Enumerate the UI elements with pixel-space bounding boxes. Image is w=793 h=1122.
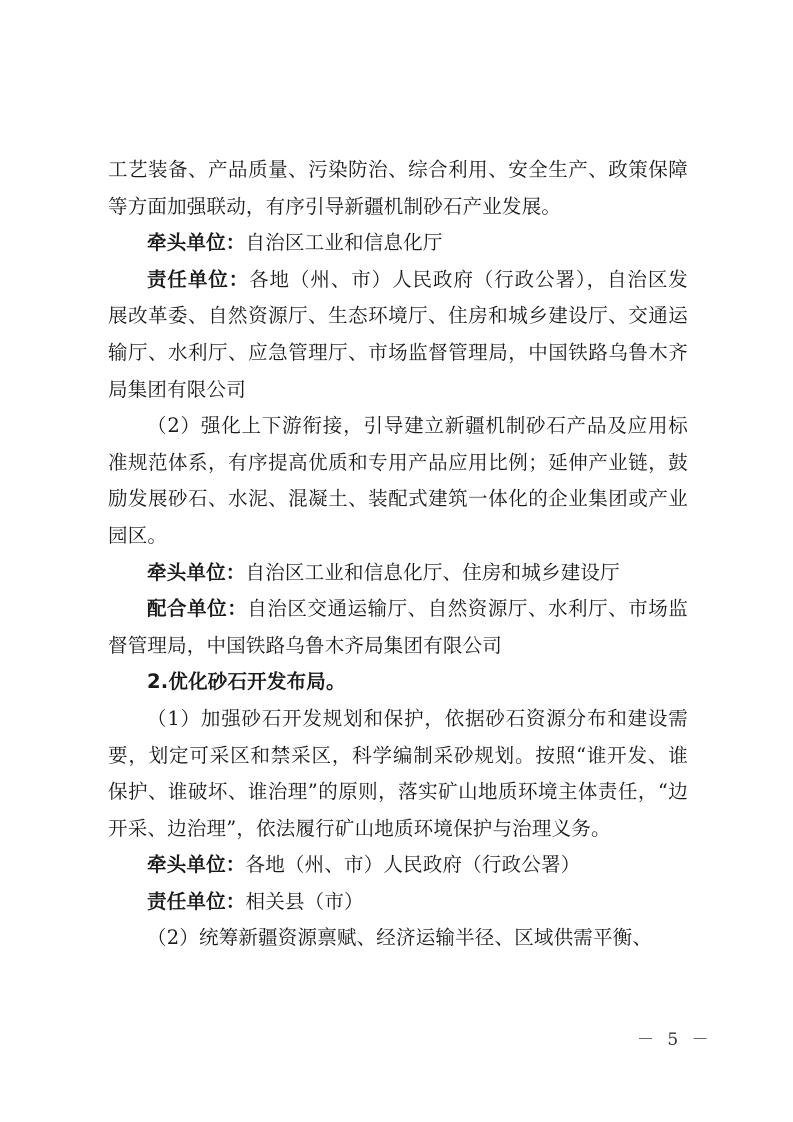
lead-unit-line [108, 555, 688, 592]
section-heading: 2.优化砂石开发布局。 [147, 670, 346, 694]
lead-unit-label: 牵头单位： [147, 560, 246, 584]
paragraph-text: 工艺装备、产品质量、污染防治、综合利用、安全生产、政策保障等方面加强联动，有序引导新疆机制砂石产业发展。 [108, 158, 688, 218]
responsible-unit-label: 责任单位： [147, 267, 250, 291]
responsible-unit-text: 各地（州、市）人民政府（行政公署），自治区发展改革委、自然资源厅、生态环境厅、住房和城乡建设厅、交通运输厅、水利厅、应急管理厅、市场监督管理局，中国铁路乌鲁木齐局集团有限公司 [108, 267, 688, 401]
responsible-unit-label: 责任单位： [147, 889, 246, 913]
lead-unit-text: 自治区工业和信息化厅 [245, 231, 443, 255]
paragraph-text: （1）加强砂石开发规划和保护，依据砂石资源分布和建设需要，划定可采区和禁采区，科学编制采砂规划。按照“谁开发、谁保护、谁破坏、谁治理”的原则，落实矿山地质环境主体责任，“边开采、边治理”，依法履行矿山地质环境保护与治理义务。 [108, 706, 688, 840]
responsible-unit-line [108, 262, 688, 408]
lead-unit-line [108, 847, 688, 884]
item-paragraph [108, 701, 688, 847]
lead-unit-label: 牵头单位： [147, 853, 246, 877]
responsible-unit-line [108, 884, 688, 921]
lead-unit-text: 各地（州、市）人民政府（行政公署） [245, 853, 581, 877]
lead-unit-label: 牵头单位： [147, 231, 246, 255]
paragraph-text: （2）统筹新疆资源禀赋、经济运输半径、区域供需平衡、 [147, 926, 653, 950]
cooperating-unit-line [108, 591, 688, 664]
paragraph-continuation [108, 152, 688, 225]
lead-unit-text: 自治区工业和信息化厅、住房和城乡建设厅 [245, 560, 620, 584]
item-paragraph [108, 920, 688, 957]
document-body [108, 152, 688, 957]
cooperating-unit-text: 自治区交通运输厅、自然资源厅、水利厅、市场监督管理局，中国铁路乌鲁木齐局集团有限公司 [108, 597, 688, 657]
page-number: － 5 － [637, 1030, 713, 1050]
cooperating-unit-label: 配合单位： [147, 597, 248, 621]
lead-unit-line [108, 225, 688, 262]
responsible-unit-text: 相关县（市） [245, 889, 364, 913]
item-paragraph [108, 408, 688, 554]
paragraph-text: （2）强化上下游衔接，引导建立新疆机制砂石产品及应用标准规范体系，有序提高优质和专用产品应用比例；延伸产业链，鼓励发展砂石、水泥、混凝土、装配式建筑一体化的企业集团或产业园区。 [108, 414, 688, 547]
